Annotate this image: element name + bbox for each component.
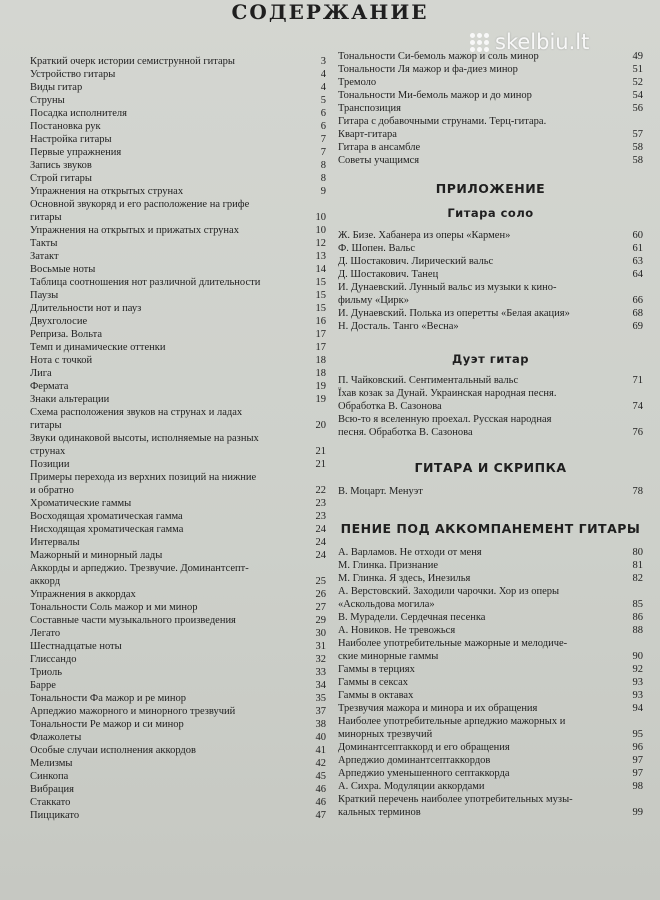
toc-entry [30, 757, 326, 770]
toc-entry-page: 32 [315, 654, 326, 665]
toc-entry-page: 97 [632, 768, 643, 779]
toc-entry-title: Лига [30, 368, 52, 379]
toc-entry [338, 793, 643, 819]
toc-entry-title: А. Новиков. Не тревожься [338, 625, 456, 636]
toc-entry [338, 141, 643, 154]
toc-entry-page: 29 [315, 615, 326, 626]
toc-entry [338, 572, 643, 585]
toc-entry [338, 611, 643, 624]
toc-entry [338, 780, 643, 793]
toc-entry [30, 81, 326, 94]
toc-entry-title: Шестнадцатые ноты [30, 641, 122, 652]
toc-entry-page: 6 [320, 108, 326, 119]
toc-entry-page: 82 [632, 573, 643, 584]
toc-entry-page: 69 [632, 321, 643, 332]
duet-list [338, 374, 643, 439]
solo-list [338, 229, 643, 333]
toc-entry [30, 614, 326, 627]
toc-entry [30, 55, 326, 68]
toc-entry [30, 224, 326, 237]
toc-entry-title: Д. Шостакович. Лирический вальс [338, 256, 494, 267]
toc-entry-title: Хроматические гаммы [30, 498, 132, 509]
toc-entry [30, 718, 326, 731]
toc-entry [30, 796, 326, 809]
toc-entry [30, 68, 326, 81]
toc-entry [30, 471, 326, 497]
toc-entry-title: Затакт [30, 251, 59, 262]
toc-entry [30, 133, 326, 146]
toc-entry [338, 115, 643, 141]
toc-entry-page: 10 [315, 225, 326, 236]
toc-entry-page: 15 [315, 303, 326, 314]
toc-entry [30, 198, 326, 224]
toc-entry-title: Гитара с добавочными струнами. Терц-гитара. Кварт-гитара [338, 116, 547, 140]
toc-entry-page: 5 [320, 95, 326, 106]
toc-entry-title: Особые случаи исполнения аккордов [30, 745, 196, 756]
toc-entry-page: 17 [315, 329, 326, 340]
toc-entry-title: Їхав козак за Дунай. Украинская народная песня. Обработка В. Сазонова [338, 388, 557, 412]
toc-entry-page: 52 [632, 77, 643, 88]
toc-entry-title: Строй гитары [30, 173, 92, 184]
toc-entry [30, 549, 326, 562]
toc-entry-title: Интервалы [30, 537, 80, 548]
toc-entry-page: 4 [320, 82, 326, 93]
toc-entry [30, 744, 326, 757]
toc-entry-title: Краткий перечень наиболее употребительных музы- кальных терминов [338, 794, 573, 818]
toc-entry [30, 237, 326, 250]
toc-entry-title: Двухголосие [30, 316, 88, 327]
toc-entry [338, 154, 643, 167]
toc-entry-title: Тональности Ре мажор и си минор [30, 719, 184, 730]
toc-entry-title: Фермата [30, 381, 69, 392]
toc-entry-page: 18 [315, 368, 326, 379]
toc-entry [30, 94, 326, 107]
toc-entry [30, 159, 326, 172]
toc-entry-title: Н. Досталь. Танго «Весна» [338, 321, 459, 332]
toc-entry-title: Доминантсептаккорд и его обращения [338, 742, 510, 753]
page-title: СОДЕРЖАНИЕ [231, 0, 429, 24]
toc-entry-title: Тональности Ми-бемоль мажор и до минор [338, 90, 532, 101]
toc-entry-title: Постановка рук [30, 121, 101, 132]
toc-entry-title: Составные части музыкального произведения [30, 615, 236, 626]
toc-entry [338, 689, 643, 702]
toc-entry [30, 770, 326, 783]
toc-entry [338, 89, 643, 102]
toc-entry-title: Гаммы в терциях [338, 664, 415, 675]
toc-entry-page: 40 [315, 732, 326, 743]
watermark-dots-icon [470, 33, 489, 52]
toc-entry-title: А. Верстовский. Заходили чарочки. Хор из оперы «Аскольдова могила» [338, 586, 560, 610]
toc-entry [338, 546, 643, 559]
toc-entry-title: А. Сихра. Модуляции аккордами [338, 781, 485, 792]
toc-entry-title: Основной звукоряд и его расположение на грифе гитары [30, 199, 250, 223]
toc-entry-title: Стаккато [30, 797, 71, 808]
toc-entry-title: Глиссандо [30, 654, 77, 665]
toc-entry-title: М. Глинка. Я здесь, Инезилья [338, 573, 471, 584]
toc-entry-title: Запись звуков [30, 160, 92, 171]
toc-entry [30, 328, 326, 341]
toc-entry [338, 637, 643, 663]
toc-entry [30, 536, 326, 549]
toc-entry [30, 809, 326, 822]
singing-heading: ПЕНИЕ ПОД АККОМПАНЕМЕНТ ГИТАРЫ [340, 521, 641, 536]
toc-entry-page: 4 [320, 69, 326, 80]
toc-entry-page: 23 [315, 498, 326, 509]
toc-entry-page: 31 [315, 641, 326, 652]
toc-entry-title: Восьмые ноты [30, 264, 96, 275]
toc-entry-page: 58 [632, 155, 643, 166]
toc-entry [30, 341, 326, 354]
toc-entry-page: 93 [632, 677, 643, 688]
toc-entry-title: Первые упражнения [30, 147, 122, 158]
toc-entry [30, 783, 326, 796]
toc-entry-title: Трезвучия мажора и минора и их обращения [338, 703, 538, 714]
toc-entry-page: 8 [320, 160, 326, 171]
toc-entry-page: 46 [315, 797, 326, 808]
toc-entry [30, 562, 326, 588]
toc-entry-page: 94 [632, 703, 643, 714]
toc-entry [30, 263, 326, 276]
toc-entry-title: Устройство гитары [30, 69, 116, 80]
toc-entry-title: П. Чайковский. Сентиментальный вальс [338, 375, 519, 386]
toc-entry-page: 33 [315, 667, 326, 678]
toc-entry-title: М. Глинка. Признание [338, 560, 438, 571]
toc-entry-page: 21 [315, 459, 326, 470]
toc-entry [338, 715, 643, 741]
toc-entry-page: 21 [315, 446, 326, 457]
watermark-text: skelbiu.lt [495, 30, 590, 54]
toc-entry-page: 60 [632, 230, 643, 241]
toc-entry-title: И. Дунаевский. Полька из оперетты «Белая акация» [338, 308, 570, 319]
toc-entry-page: 97 [632, 755, 643, 766]
toc-entry [338, 559, 643, 572]
toc-entry [30, 601, 326, 614]
toc-entry [30, 367, 326, 380]
toc-entry-page: 20 [315, 420, 326, 431]
appendix-heading: ПРИЛОЖЕНИЕ [435, 181, 546, 196]
toc-entry-title: Упражнения на открытых и прижатых струнах [30, 225, 239, 236]
toc-entry-page: 45 [315, 771, 326, 782]
toc-entry-page: 95 [632, 729, 643, 740]
toc-entry-page: 24 [315, 537, 326, 548]
toc-entry-title: Арпеджио уменьшенного септаккорда [338, 768, 510, 779]
toc-entry-title: В. Моцарт. Менуэт [338, 486, 423, 497]
toc-entry-title: Нисходящая хроматическая гамма [30, 524, 184, 535]
toc-entry-page: 57 [632, 129, 643, 140]
toc-entry-title: Таблица соотношения нот различной длительности [30, 277, 261, 288]
toc-entry-page: 78 [632, 486, 643, 497]
violin-list [338, 485, 643, 498]
toc-entry [338, 242, 643, 255]
toc-entry [338, 702, 643, 715]
toc-entry [338, 754, 643, 767]
toc-entry-title: Темп и динамические оттенки [30, 342, 166, 353]
toc-entry [30, 523, 326, 536]
toc-entry [30, 432, 326, 458]
singing-list [338, 546, 643, 819]
toc-entry [338, 374, 643, 387]
solo-heading: Гитара соло [447, 206, 534, 220]
toc-entry [338, 676, 643, 689]
toc-entry [30, 172, 326, 185]
toc-entry [30, 315, 326, 328]
toc-entry [30, 640, 326, 653]
toc-entry-title: Синкопа [30, 771, 69, 782]
toc-entry-page: 66 [632, 295, 643, 306]
toc-entry-page: 34 [315, 680, 326, 691]
toc-entry-page: 90 [632, 651, 643, 662]
toc-entry [30, 458, 326, 471]
toc-entry [338, 76, 643, 89]
toc-entry-page: 12 [315, 238, 326, 249]
toc-entry-page: 49 [632, 51, 643, 62]
toc-entry-page: 9 [320, 186, 326, 197]
toc-entry-page: 6 [320, 121, 326, 132]
toc-entry-page: 18 [315, 355, 326, 366]
toc-entry [30, 380, 326, 393]
toc-right-top-list [338, 50, 643, 167]
toc-entry-page: 99 [632, 807, 643, 818]
toc-entry-title: А. Варламов. Не отходи от меня [338, 547, 482, 558]
toc-entry-page: 38 [315, 719, 326, 730]
toc-entry-page: 22 [315, 485, 326, 496]
toc-entry-page: 16 [315, 316, 326, 327]
toc-entry [338, 485, 643, 498]
toc-entry-title: Всю-то я вселенную проехал. Русская народная песня. Обработка В. Сазонова [338, 414, 552, 438]
toc-entry [30, 497, 326, 510]
toc-entry [30, 107, 326, 120]
toc-entry-page: 24 [315, 524, 326, 535]
toc-entry-page: 81 [632, 560, 643, 571]
toc-entry [30, 705, 326, 718]
toc-entry [338, 767, 643, 780]
toc-entry [338, 63, 643, 76]
toc-entry-title: Мажорный и минорный лады [30, 550, 163, 561]
toc-entry [30, 185, 326, 198]
toc-entry-title: Струны [30, 95, 65, 106]
toc-entry-title: Арпеджио доминантсептаккордов [338, 755, 491, 766]
toc-entry [30, 666, 326, 679]
toc-entry-title: Знаки альтерации [30, 394, 110, 405]
toc-entry [338, 320, 643, 333]
toc-entry [30, 406, 326, 432]
toc-entry-title: Флажолеты [30, 732, 82, 743]
toc-entry-title: Аккорды и арпеджио. Трезвучие. Доминантсепт- аккорд [30, 563, 249, 587]
toc-entry-title: Д. Шостакович. Танец [338, 269, 439, 280]
toc-entry-page: 42 [315, 758, 326, 769]
toc-entry-page: 71 [632, 375, 643, 386]
toc-entry-title: Тональности Ля мажор и фа-диез минор [338, 64, 518, 75]
toc-entry [30, 653, 326, 666]
toc-entry-title: Упражнения в аккордах [30, 589, 136, 600]
toc-entry-page: 15 [315, 277, 326, 288]
toc-entry-title: Восходящая хроматическая гамма [30, 511, 183, 522]
toc-entry-title: Тональности Фа мажор и ре минор [30, 693, 186, 704]
toc-entry [30, 276, 326, 289]
toc-entry-title: Длительности нот и пауз [30, 303, 142, 314]
toc-entry-page: 63 [632, 256, 643, 267]
duet-heading: Дуэт гитар [452, 352, 529, 366]
toc-entry [338, 102, 643, 115]
toc-entry-page: 74 [632, 401, 643, 412]
toc-entry [338, 585, 643, 611]
toc-entry-page: 88 [632, 625, 643, 636]
toc-entry [30, 692, 326, 705]
toc-entry-page: 80 [632, 547, 643, 558]
toc-entry-title: Советы учащимся [338, 155, 420, 166]
toc-entry-page: 3 [320, 56, 326, 67]
toc-entry-title: Ф. Шопен. Вальс [338, 243, 415, 254]
toc-entry [338, 307, 643, 320]
toc-entry-title: Барре [30, 680, 56, 691]
toc-entry-page: 14 [315, 264, 326, 275]
toc-entry-page: 15 [315, 290, 326, 301]
toc-entry-title: Тремоло [338, 77, 377, 88]
toc-left-column [30, 55, 326, 822]
toc-entry [30, 393, 326, 406]
toc-entry-page: 64 [632, 269, 643, 280]
toc-entry-page: 19 [315, 381, 326, 392]
toc-entry-title: Мелизмы [30, 758, 73, 769]
toc-entry-title: Тональности Си-бемоль мажор и соль минор [338, 51, 539, 62]
toc-entry [30, 731, 326, 744]
toc-entry [338, 624, 643, 637]
toc-entry-page: 23 [315, 511, 326, 522]
toc-entry-title: Настройка гитары [30, 134, 112, 145]
toc-entry-page: 92 [632, 664, 643, 675]
toc-entry [30, 679, 326, 692]
toc-entry-page: 8 [320, 173, 326, 184]
toc-entry-page: 54 [632, 90, 643, 101]
toc-entry [338, 50, 643, 63]
toc-entry-title: В. Мурадели. Сердечная песенка [338, 612, 486, 623]
toc-entry-title: Ж. Бизе. Хабанера из оперы «Кармен» [338, 230, 511, 241]
toc-entry-page: 7 [320, 134, 326, 145]
toc-entry-title: Транспозиция [338, 103, 401, 114]
toc-entry-title: Триоль [30, 667, 63, 678]
toc-entry-page: 25 [315, 576, 326, 587]
toc-entry-title: Арпеджио мажорного и минорного трезвучий [30, 706, 236, 717]
toc-entry-title: Звуки одинаковой высоты, исполняемые на разных струнах [30, 433, 259, 457]
toc-entry-title: Легато [30, 628, 61, 639]
toc-entry-page: 56 [632, 103, 643, 114]
toc-entry-page: 41 [315, 745, 326, 756]
toc-entry-title: И. Дунаевский. Лунный вальс из музыки к кино- фильму «Цирк» [338, 282, 557, 306]
toc-entry-page: 68 [632, 308, 643, 319]
toc-entry-page: 47 [315, 810, 326, 821]
toc-entry-page: 26 [315, 589, 326, 600]
toc-entry [338, 229, 643, 242]
toc-entry [30, 146, 326, 159]
toc-entry-page: 24 [315, 550, 326, 561]
toc-entry-page: 86 [632, 612, 643, 623]
toc-entry-page: 13 [315, 251, 326, 262]
toc-entry-page: 98 [632, 781, 643, 792]
toc-entry-title: Гитара в ансамбле [338, 142, 421, 153]
toc-entry-page: 30 [315, 628, 326, 639]
toc-entry-title: Гаммы в сексах [338, 677, 409, 688]
toc-entry [338, 663, 643, 676]
toc-entry-page: 35 [315, 693, 326, 704]
toc-entry-page: 10 [315, 212, 326, 223]
toc-entry [30, 302, 326, 315]
toc-entry [30, 627, 326, 640]
toc-entry-title: Вибрация [30, 784, 74, 795]
toc-entry-title: Реприза. Вольта [30, 329, 103, 340]
toc-entry-title: Позиции [30, 459, 70, 470]
toc-entry-page: 85 [632, 599, 643, 610]
toc-entry [30, 289, 326, 302]
toc-entry [338, 255, 643, 268]
toc-entry-title: Наиболее употребительные арпеджио мажорных и минорных трезвучий [338, 716, 566, 740]
toc-entry [338, 268, 643, 281]
toc-entry-page: 46 [315, 784, 326, 795]
toc-entry [30, 120, 326, 133]
toc-entry-page: 19 [315, 394, 326, 405]
toc-entry-title: Виды гитар [30, 82, 83, 93]
toc-entry [338, 387, 643, 413]
toc-entry-title: Примеры перехода из верхних позиций на нижние и обратно [30, 472, 257, 496]
toc-right-column [338, 50, 643, 819]
toc-entry [30, 250, 326, 263]
toc-entry-title: Наиболее употребительные мажорные и мелодиче- ские минорные гаммы [338, 638, 568, 662]
toc-entry-title: Тональности Соль мажор и ми минор [30, 602, 198, 613]
toc-entry-title: Такты [30, 238, 58, 249]
toc-entry-page: 7 [320, 147, 326, 158]
toc-entry-page: 37 [315, 706, 326, 717]
toc-entry [338, 413, 643, 439]
toc-entry [30, 510, 326, 523]
toc-entry-title: Посадка исполнителя [30, 108, 127, 119]
toc-entry-title: Схема расположения звуков на струнах и ладах гитары [30, 407, 243, 431]
toc-entry-title: Гаммы в октавах [338, 690, 414, 701]
toc-entry-title: Пиццикато [30, 810, 80, 821]
toc-entry-title: Нота с точкой [30, 355, 93, 366]
toc-entry-page: 51 [632, 64, 643, 75]
toc-entry [30, 354, 326, 367]
toc-entry-title: Паузы [30, 290, 59, 301]
toc-entry-title: Краткий очерк истории семиструнной гитары [30, 56, 235, 67]
toc-entry-page: 93 [632, 690, 643, 701]
toc-entry-page: 96 [632, 742, 643, 753]
toc-entry-page: 17 [315, 342, 326, 353]
toc-entry-page: 61 [632, 243, 643, 254]
toc-entry-page: 58 [632, 142, 643, 153]
toc-entry-title: Упражнения на открытых струнах [30, 186, 184, 197]
toc-entry-page: 27 [315, 602, 326, 613]
toc-entry-page: 76 [632, 427, 643, 438]
toc-entry [338, 741, 643, 754]
toc-entry [30, 588, 326, 601]
violin-heading: ГИТАРА И СКРИПКА [414, 460, 567, 475]
toc-entry [338, 281, 643, 307]
